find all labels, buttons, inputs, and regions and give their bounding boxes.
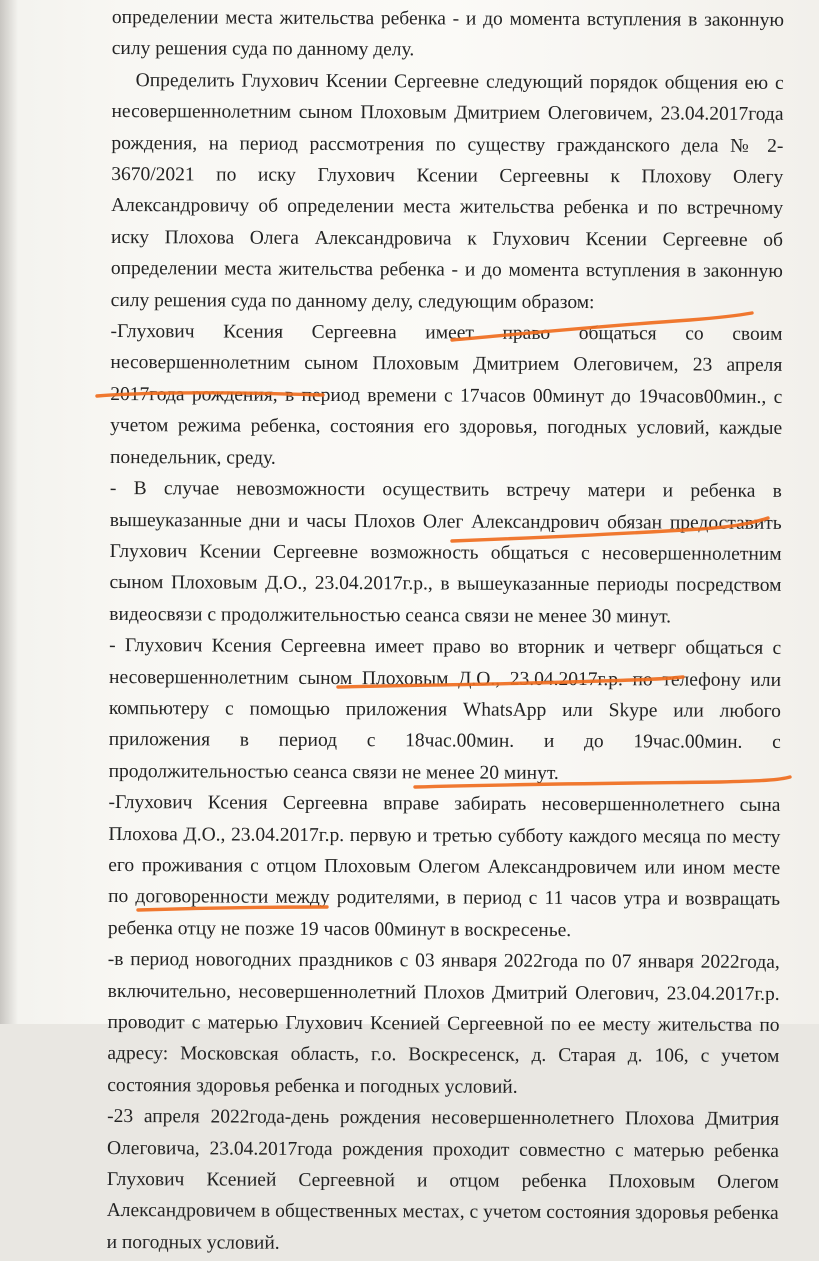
text-line: Глухович Ксении Сергеевне возможность общаться с несовершеннолетним [109,540,782,565]
text-line: адресу: Московская область, г.о. Воскресенск, д. Старая д. 106, с учетом [107,1043,780,1068]
court-ruling-text [107,2,784,1261]
text-line: несовершеннолетним сыном Плоховым Д.О., 23.04.2017г.р. по телефону или [109,666,782,691]
text-line: продолжительностью сеанса связи не менее 20 минут. [108,760,559,784]
text-line: вышеуказанные дни и часы Плохов Олег Александрович обязан предоставить [109,509,782,534]
text-line: Плохова Д.О., 23.04.2017г.р. первую и третью субботу каждого месяца по месту [108,823,781,848]
text-line: сыном Плоховым Д.О., 23.04.2017г.р., в вышеуказанные периоды посредством [109,572,782,597]
text-line: - Глухович Ксения Сергеевна имеет право во вторник и четверг общаться с [109,635,782,660]
text-line: несовершеннолетним сыном Плоховым Дмитрием Олеговичем, 23.04.2017года [111,101,784,126]
text-line: иску Плохова Олега Александровича к Глухович Ксении Сергеевне об [110,226,784,251]
text-line: Олеговича, 23.04.2017года рождения проходит совместно с матерью ребенка [106,1137,780,1162]
text-line: 2017года рождения, в период времени с 17часов 00минут до 19часов00мин., с [110,383,783,408]
text-line: -Глухович Ксения Сергеевна вправе забирать несовершеннолетнего сына [108,792,781,817]
text-line: по договоренности между родителями, в период с 11 часов утра и возвращать [108,886,781,911]
text-line: ребенка отцу не позже 19 часов 00минут в воскресенье. [107,917,572,941]
text-line: проводит с матерью Глухович Ксенией Сергеевной по ее месту жительства по [107,1011,780,1036]
text-line: определении места жительства ребенка - и до момента вступления в законную [110,258,783,283]
text-line: силу решения суда по данному делу. [111,38,415,61]
text-line: рождения, на период рассмотрения по существу гражданского дела № 2- [111,132,784,157]
text-line: -Глухович Ксения Сергеевна имеет право общаться со своим [110,321,783,345]
text-line: компьютеру с помощью приложения WhatsApp или Skype или любого [108,697,781,722]
text-line: -23 апреля 2022года-день рождения несовершеннолетнего Плохова Дмитрия [107,1106,780,1131]
text-line: его проживания с отцом Плоховым Олегом Александровичем или ином месте [108,854,781,879]
text-line: определении места жительства ребенка - и до момента вступления в законную [111,6,784,31]
text-line: Глухович Ксенией Сергеевной и отцом ребенка Плоховым Олегом [106,1169,779,1193]
text-line: и погодных условий. [106,1231,280,1254]
text-line: Александровичем в общественных местах, с учетом состояния здоровья ребенка [106,1200,779,1225]
text-line: несовершеннолетним сыном Плоховым Дмитрием Олеговичем, 23 апреля [110,352,783,377]
text-line: силу решения суда по данному делу, следующим образом: [110,289,595,313]
text-line: Определить Глухович Ксении Сергеевне следующий порядок общения ею с [135,69,784,94]
text-line: Александровичу об определении места жительства ребенка и по встречному [111,195,784,220]
text-line: учетом режима ребенка, состояния его здоровья, погодных условий, каждые [110,415,783,440]
text-line: понедельник, среду. [109,446,276,469]
text-line: -в период новогодних праздников с 03 января 2022года по 07 января 2022года, [107,949,780,974]
text-line: приложения в период с 18час.00мин. и до 19час.00мин. с [108,729,781,754]
page-edge-shadow [0,0,18,1024]
text-line: - В случае невозможности осуществить встречу матери и ребенка в [109,478,782,503]
text-line: включительно, несовершеннолетний Плохов Дмитрий Олегович, 23.04.2017г.р. [107,980,780,1005]
text-line: 3670/2021 по иску Глухович Ксении Сергеевны к Плохову Олегу [111,164,784,188]
text-line: видеосвязи с продолжительностью сеанса связи не менее 30 минут. [109,603,672,628]
text-line: состояния здоровья ребенка и погодных условий. [107,1074,518,1098]
